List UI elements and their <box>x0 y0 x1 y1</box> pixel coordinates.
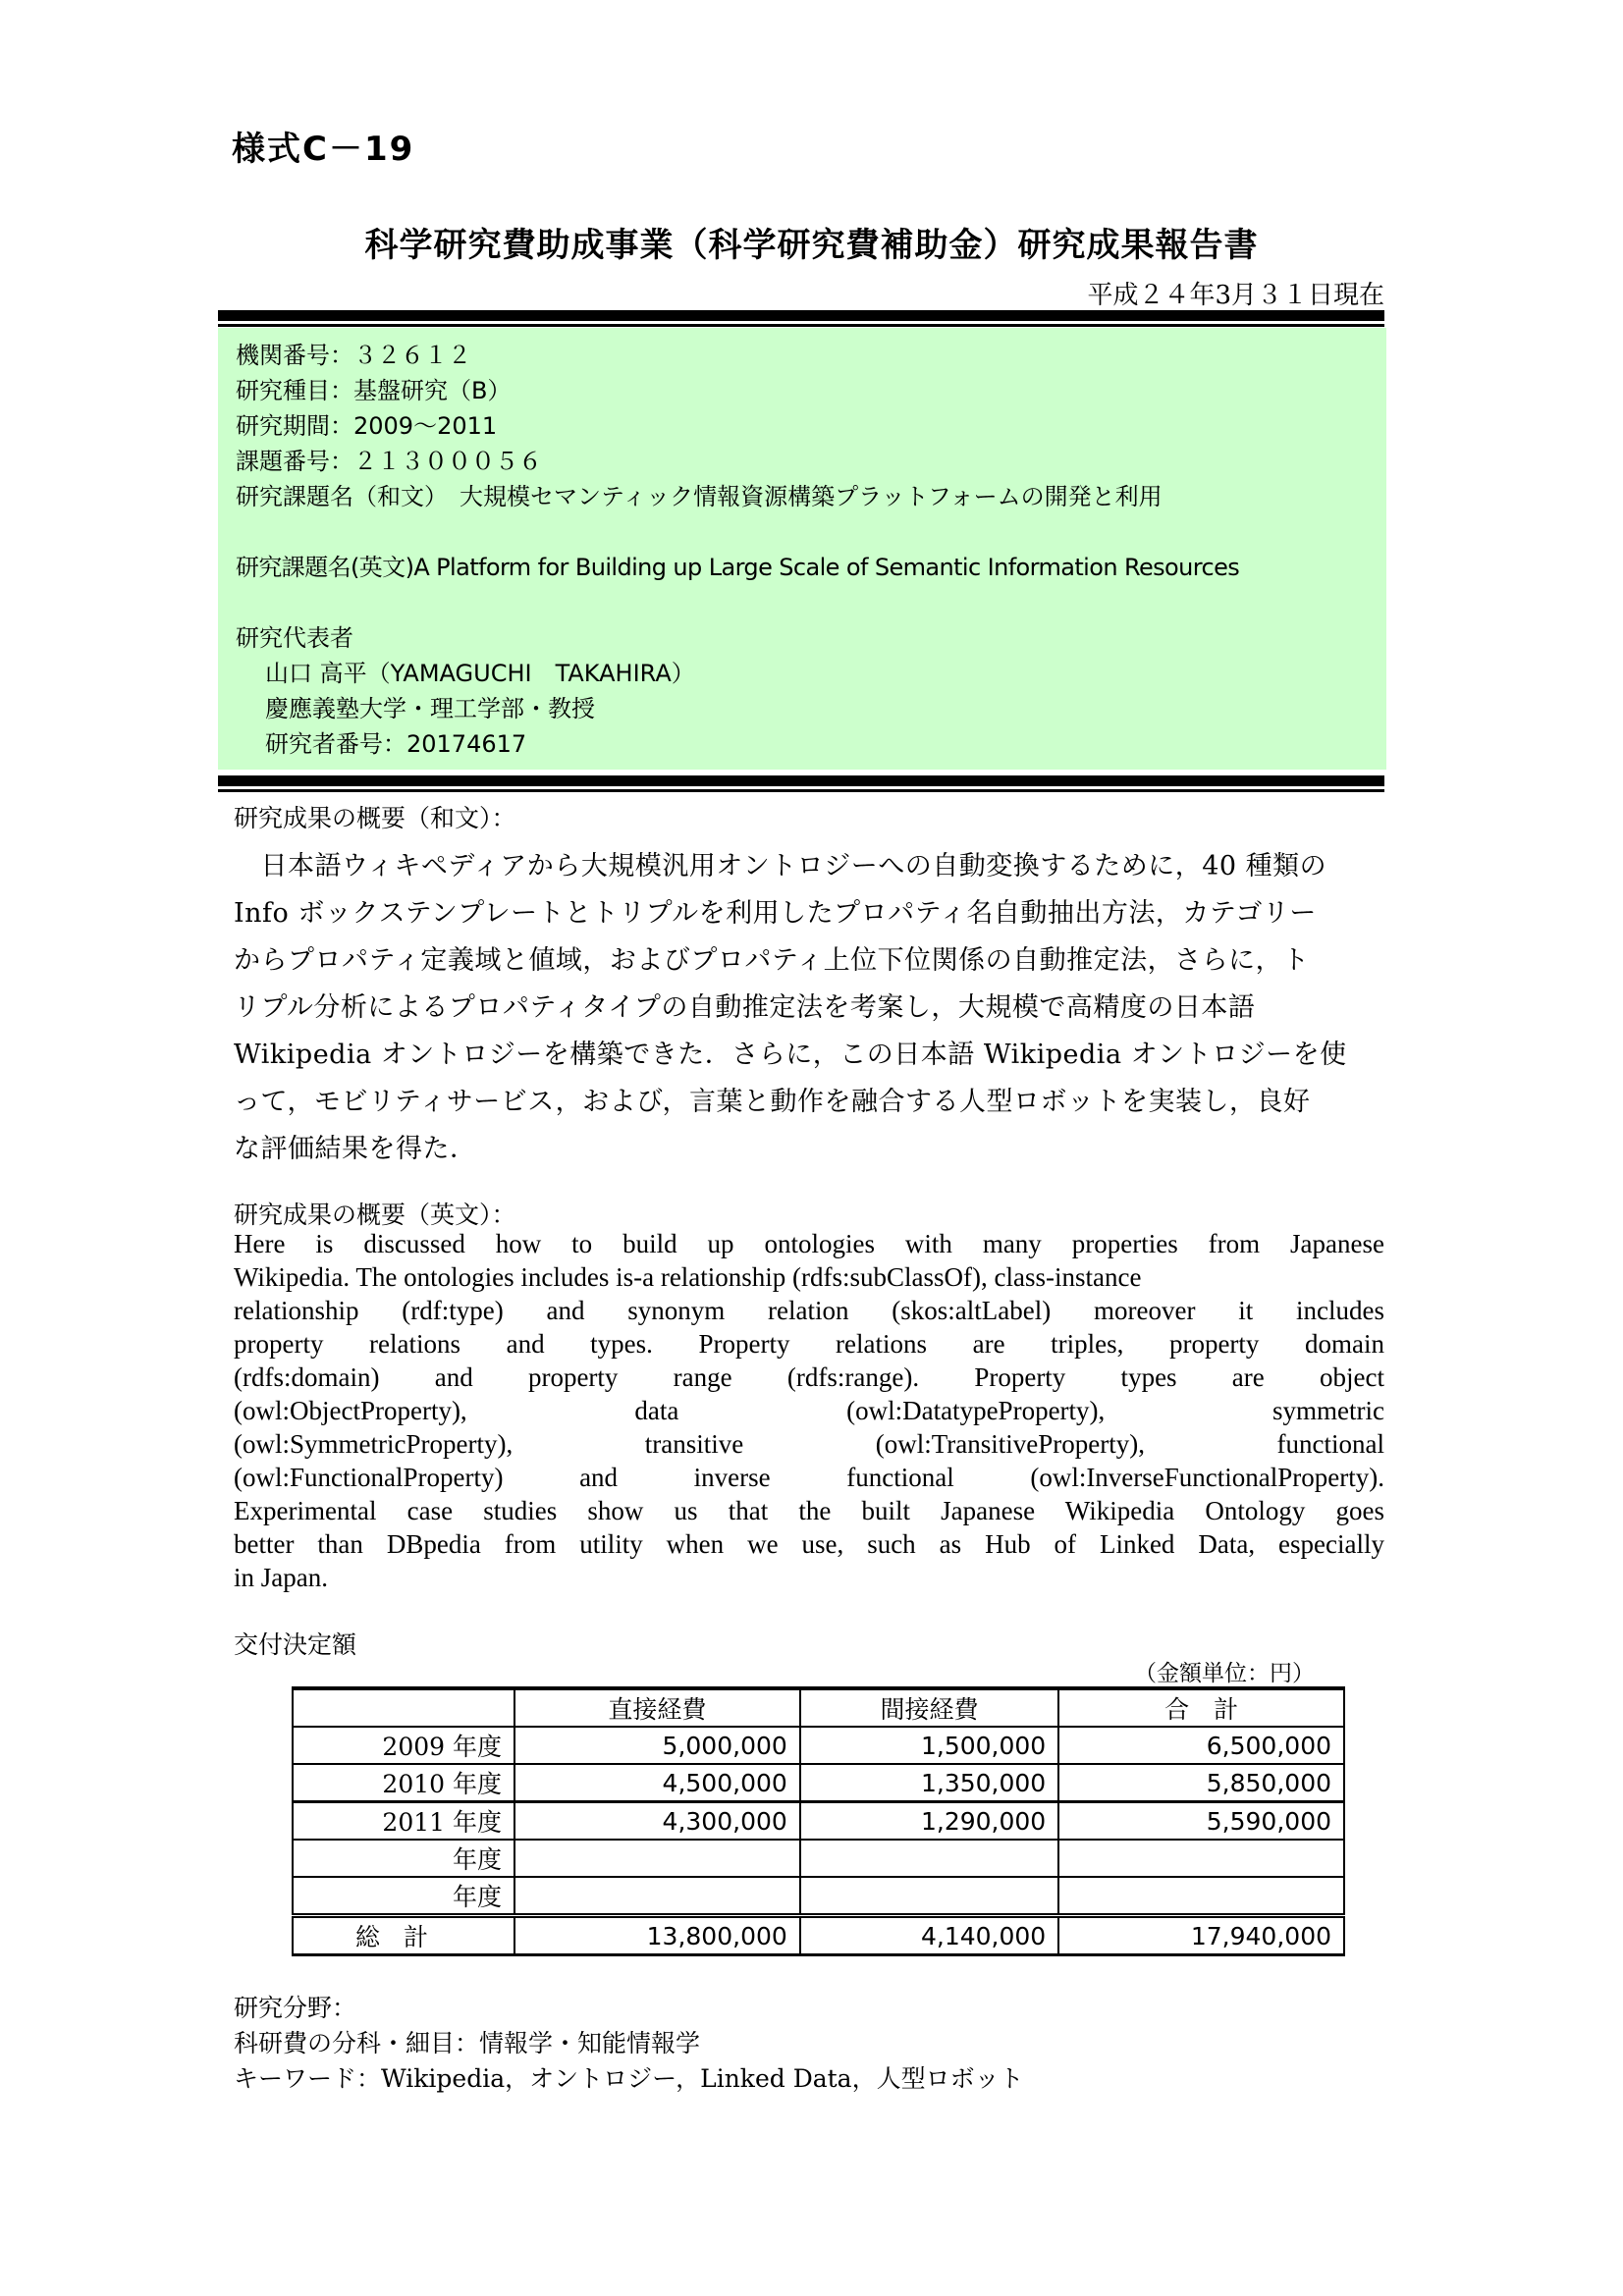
project-title-ja: 研究課題名（和文） 大規模セマンティック情報資源構築プラットフォームの開発と利用 <box>236 483 1163 510</box>
total-cell <box>1058 1840 1344 1877</box>
table-row <box>293 1840 1344 1877</box>
direct-cell: 4,500,000 <box>514 1764 800 1802</box>
summary-en-line: Experimental case studies show us that the built Japanese Wikipedia Ontology goes <box>234 1496 1384 1525</box>
project-number: 課題番号：２１３０００５６ <box>236 448 542 475</box>
indirect-cell: 1,290,000 <box>800 1802 1058 1841</box>
total-cell: 5,590,000 <box>1058 1802 1344 1841</box>
research-field-label: 研究分野： <box>234 1994 357 2022</box>
summary-en-line: Wikipedia. The ontologies includes is-a relationship (rdfs:subClassOf), class-instance <box>234 1262 1142 1292</box>
summary-ja-line: って，モビリティサービス，および，言葉と動作を融合する人型ロボットを実装し，良好 <box>234 1087 1311 1117</box>
table-row <box>293 1727 1344 1764</box>
form-code: 様式C－19 <box>232 130 415 169</box>
summary-en-line: relationship (rdf:type) and synonym relation (skos:altLabel) moreover it includes <box>234 1296 1384 1325</box>
total-cell: 6,500,000 <box>1058 1727 1344 1764</box>
direct-cell <box>514 1840 800 1877</box>
as-of-date: 平成２４年3月３１日現在 <box>1087 281 1384 310</box>
grand-total-cell: 17,940,000 <box>1058 1916 1344 1955</box>
summary-en-line: in Japan. <box>234 1563 328 1592</box>
summary-en-line: (rdfs:domain) and property range (rdfs:range). Property types are object <box>234 1362 1384 1392</box>
year-cell: 2009 年度 <box>293 1727 514 1764</box>
institution-number: 機関番号：３２６１２ <box>236 342 471 369</box>
summary-en-line: Here is discussed how to build up ontologies with many properties from Japanese <box>234 1229 1384 1258</box>
year-cell: 年度 <box>293 1840 514 1877</box>
amount-unit: （金額単位：円） <box>1134 1661 1315 1686</box>
direct-cell: 4,300,000 <box>514 1802 800 1841</box>
bottom-rule-thin <box>218 789 1384 792</box>
top-rule-thin <box>218 324 1384 327</box>
total-indirect-cell: 4,140,000 <box>800 1916 1058 1955</box>
summary-ja-line: な評価結果を得た． <box>234 1134 477 1164</box>
total-label-cell: 総計 <box>293 1916 514 1955</box>
year-cell: 年度 <box>293 1877 514 1916</box>
table-row <box>293 1877 1344 1916</box>
table-header-row <box>293 1688 1344 1727</box>
research-category: 研究種目：基盤研究（B） <box>236 377 512 404</box>
grant-table <box>292 1686 1345 1956</box>
document-title: 科学研究費助成事業（科学研究費補助金）研究成果報告書 <box>364 226 1259 265</box>
total-direct-cell: 13,800,000 <box>514 1916 800 1955</box>
summary-ja-line: 日本語ウィキペディアから大規模汎用オントロジーへの自動変換するために，40 種類の <box>234 851 1327 881</box>
indirect-cell <box>800 1877 1058 1916</box>
summary-ja-line: Wikipedia オントロジーを構築できた．さらに，この日本語 Wikipedia オントロジーを使 <box>234 1040 1347 1070</box>
pi-label: 研究代表者 <box>236 624 353 652</box>
total-cell <box>1058 1877 1344 1916</box>
pi-researcher-number: 研究者番号：20174617 <box>265 730 527 758</box>
summary-ja-line: からプロパティ定義域と値域，およびプロパティ上位下位関係の自動推定法，さらに，ト <box>234 945 1310 976</box>
direct-cell: 5,000,000 <box>514 1727 800 1764</box>
summary-en-line: better than DBpedia from utility when we use, such as Hub of Linked Data, especially <box>234 1529 1384 1559</box>
summary-en-line: (owl:ObjectProperty), data (owl:DatatypeProperty), symmetric <box>234 1396 1384 1425</box>
year-cell: 2011 年度 <box>293 1802 514 1841</box>
project-info-box <box>218 328 1386 770</box>
summary-ja-line: Info ボックステンプレートとトリプルを利用したプロパティ名自動抽出方法，カテゴリー <box>234 898 1317 929</box>
indirect-cell: 1,350,000 <box>800 1764 1058 1802</box>
header-cell-direct: 直接経費 <box>514 1688 800 1727</box>
bottom-rule-thick <box>218 775 1384 786</box>
header-cell-indirect: 間接経費 <box>800 1688 1058 1727</box>
summary-en-line: (owl:SymmetricProperty), transitive (owl:TransitiveProperty), functional <box>234 1429 1384 1459</box>
pi-affiliation: 慶應義塾大学・理工学部・教授 <box>265 695 595 722</box>
research-keywords: キーワード：Wikipedia，オントロジー，Linked Data，人型ロボット <box>234 2064 1024 2093</box>
summary-en-line: property relations and types. Property relations are triples, property domain <box>234 1329 1384 1359</box>
year-cell: 2010 年度 <box>293 1764 514 1802</box>
summary-ja-line: リプル分析によるプロパティタイプの自動推定法を考案し，大規模で高精度の日本語 <box>234 992 1256 1023</box>
summary-en-label: 研究成果の概要（英文）： <box>234 1201 516 1229</box>
indirect-cell <box>800 1840 1058 1877</box>
table-row <box>293 1802 1344 1841</box>
header-cell-blank <box>293 1688 514 1727</box>
top-rule-thick <box>218 310 1384 321</box>
research-period: 研究期間：2009～2011 <box>236 412 498 440</box>
total-cell: 5,850,000 <box>1058 1764 1344 1802</box>
pi-name: 山口 高平（YAMAGUCHI TAKAHIRA） <box>265 660 695 687</box>
summary-ja-label: 研究成果の概要（和文）： <box>234 804 516 832</box>
table-row <box>293 1764 1344 1802</box>
indirect-cell: 1,500,000 <box>800 1727 1058 1764</box>
grant-label: 交付決定額 <box>234 1630 357 1659</box>
table-total-row <box>293 1916 1344 1955</box>
direct-cell <box>514 1877 800 1916</box>
header-cell-total: 合 計 <box>1058 1688 1344 1727</box>
project-title-en: 研究課題名(英文)A Platform for Building up Large Scale of Semantic Information Resources <box>236 554 1240 581</box>
research-field-subject: 科研費の分科・細目：情報学・知能情報学 <box>234 2029 701 2057</box>
summary-en-line: (owl:FunctionalProperty) and inverse functional (owl:InverseFunctionalProperty). <box>234 1463 1384 1492</box>
